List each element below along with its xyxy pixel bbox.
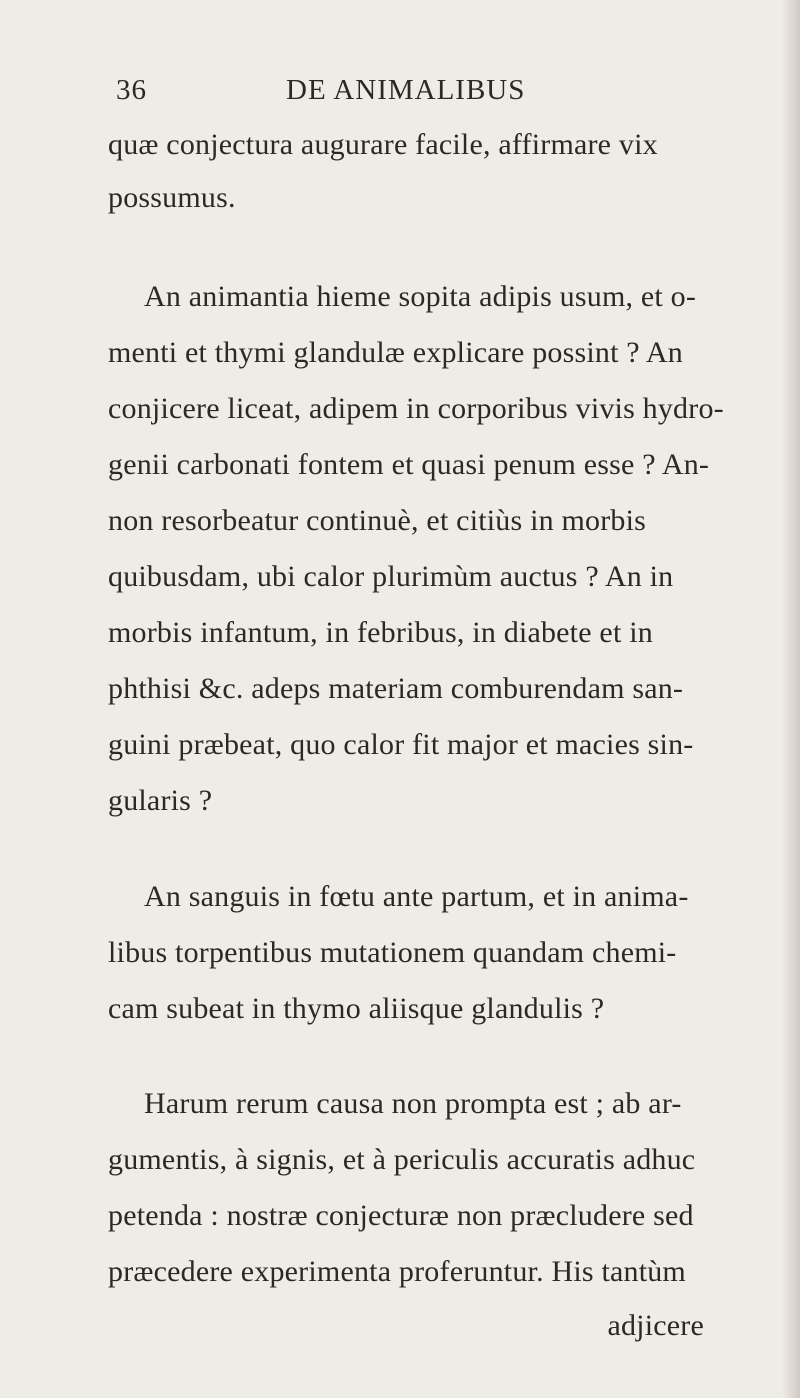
text-line: quæ conjectura augurare facile, affirmare vix xyxy=(108,128,658,161)
text-line: cam subeat in thymo aliisque glandulis ? xyxy=(108,992,605,1025)
text-line: An animantia hieme sopita adipis usum, et o- xyxy=(144,280,697,313)
text-line: gularis ? xyxy=(108,784,213,817)
page-header xyxy=(0,74,800,114)
catchword: adjicere xyxy=(607,1309,704,1342)
page-edge-shadow xyxy=(782,0,800,1398)
text-line: genii carbonati fontem et quasi penum esse ? An- xyxy=(108,448,710,481)
text-line: petenda : nostræ conjecturæ non præcludere sed xyxy=(108,1199,694,1232)
text-line: guini præbeat, quo calor fit major et macies sin- xyxy=(108,728,694,761)
text-line: præcedere experimenta proferuntur. His tantùm xyxy=(108,1255,686,1288)
text-line: menti et thymi glandulæ explicare possint ? An xyxy=(108,336,683,369)
running-title: DE ANIMALIBUS xyxy=(286,74,526,106)
text-line: conjicere liceat, adipem in corporibus vivis hydro- xyxy=(108,392,724,425)
page-number: 36 xyxy=(116,74,147,106)
text-line: gumentis, à signis, et à periculis accuratis adhuc xyxy=(108,1143,696,1176)
text-line: morbis infantum, in febribus, in diabete et in xyxy=(108,616,653,649)
text-line: phthisi &c. adeps materiam comburendam san- xyxy=(108,672,684,705)
text-line: Harum rerum causa non prompta est ; ab ar- xyxy=(144,1087,682,1120)
text-line: libus torpentibus mutationem quandam chemi- xyxy=(108,936,677,969)
text-line: possumus. xyxy=(108,181,236,214)
text-line: non resorbeatur continuè, et citiùs in morbis xyxy=(108,504,647,537)
text-line: An sanguis in fœtu ante partum, et in anima- xyxy=(144,880,689,913)
text-line: quibusdam, ubi calor plurimùm auctus ? An in xyxy=(108,560,674,593)
